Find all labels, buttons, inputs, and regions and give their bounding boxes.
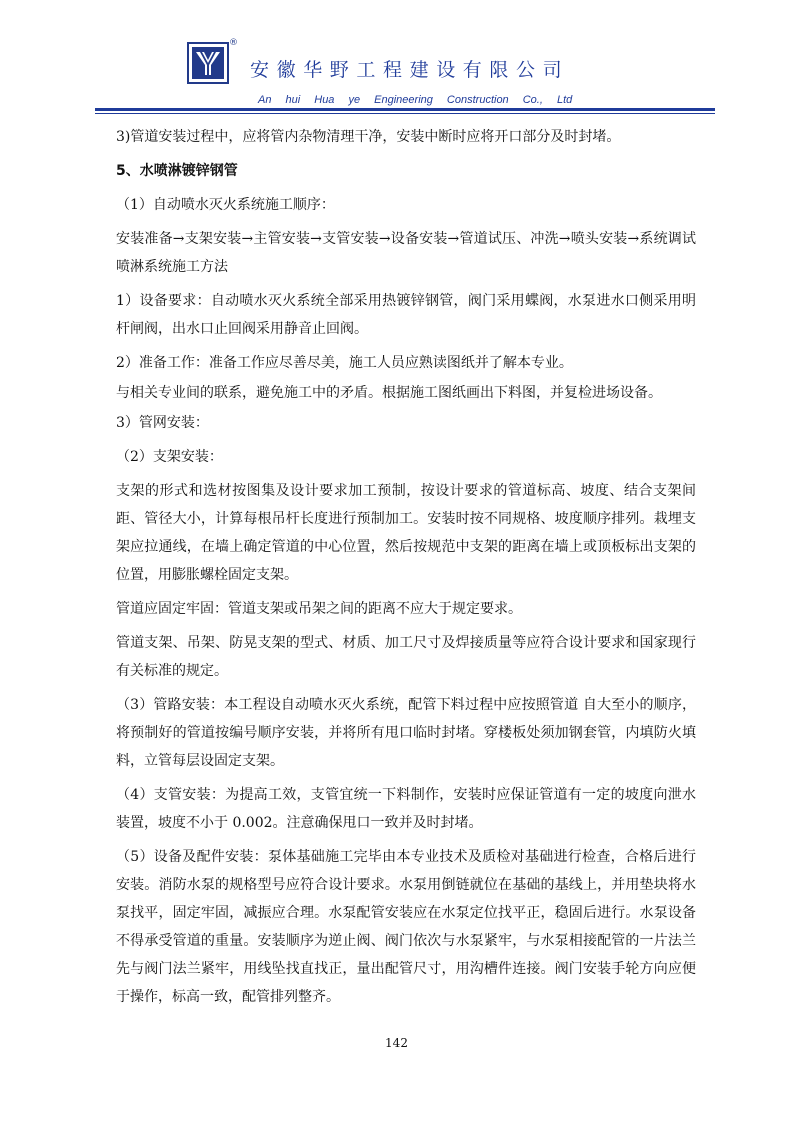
paragraph: 1）设备要求：自动喷水灭火系统全部采用热镀锌钢管，阀门采用蝶阀，水泵进水口侧采用明杆闸阀，出水口止回阀采用静音止回阀。 — [116, 293, 696, 337]
subsection-heading: （2）支架安装： — [116, 449, 223, 465]
paragraph: 管道支架、吊架、防晃支架的型式、材质、加工尺寸及焊接质量等应符合设计要求和国家现行有关标准的规定。 — [116, 635, 696, 679]
header-rule-thick — [95, 108, 715, 111]
paragraph: （3）管路安装：本工程设自动喷水灭火系统，配管下料过程中应按照管道 自大至小的顺序，将预制好的管道按编号顺序安装，并将所有甩口临时封堵。穿楼板处须加钢套管，内填防火填料，立管每层设固定支架。 — [116, 697, 696, 769]
document-body — [116, 123, 696, 1017]
paragraph: 安装准备→支架安装→主管安装→支管安装→设备安装→管道试压、冲洗→喷头安装→系统调试喷淋系统施工方法 — [116, 231, 696, 275]
paragraph: 2）准备工作：准备工作应尽善尽美，施工人员应熟读图纸并了解本专业。 — [116, 355, 573, 371]
page-header — [0, 0, 793, 118]
paragraph: （5）设备及配件安装：泵体基础施工完毕由本专业技术及质检对基础进行检查，合格后进行安装。消防水泵的规格型号应符合设计要求。水泵用倒链就位在基础的基线上，并用垫块将水泵找平，固定牢固，减振应合理。水泵配管安装应在水泵定位找平正，稳固后进行。水泵设备不得承受管道的重量。安装顺序为逆止阀、阀门依次与水泵紧牢，与水泵相接配管的一片法兰先与阀门法兰紧牢，用线坠找直找正，量出配管尺寸，用沟槽件连接。阀门安装手轮方向应便于操作，标高一致，配管排列整齐。 — [116, 849, 696, 1005]
registered-mark: ® — [229, 38, 238, 48]
paragraph: 与相关专业间的联系，避免施工中的矛盾。根据施工图纸画出下料图，并复检进场设备。 — [116, 385, 662, 401]
hy-logo-icon — [187, 42, 229, 84]
section-heading: 5、水喷淋镀锌钢管 — [116, 163, 238, 179]
paragraph: 3)管道安装过程中，应将管内杂物清理干净，安装中断时应将开口部分及时封堵。 — [116, 129, 621, 145]
company-name-en: An hui Hua ye Engineering Construction Co., Ltd — [258, 94, 573, 106]
paragraph: （4）支管安装：为提高工效，支管宜统一下料制作，安装时应保证管道有一定的坡度向泄水装置，坡度不小于 0.002。注意确保甩口一致并及时封堵。 — [116, 787, 696, 831]
page-number: 142 — [385, 1036, 408, 1050]
paragraph: 3）管网安装： — [116, 415, 209, 431]
paragraph: 支架的形式和选材按图集及设计要求加工预制，按设计要求的管道标高、坡度、结合支架间距、管径大小，计算每根吊杆长度进行预制加工。安装时按不同规格、坡度顺序排列。栽埋支架应拉通线，在墙上确定管道的中心位置，然后按规范中支架的距离在墙上或顶板标出支架的位置，用膨胀螺栓固定支架。 — [116, 483, 696, 583]
paragraph: 管道应固定牢固：管道支架或吊架之间的距离不应大于规定要求。 — [116, 601, 522, 617]
header-rule-thin — [95, 113, 715, 114]
subsection-heading: （1）自动喷水灭火系统施工顺序： — [116, 197, 335, 213]
company-name-cn: 安徽华野工程建设有限公司 — [250, 59, 570, 81]
